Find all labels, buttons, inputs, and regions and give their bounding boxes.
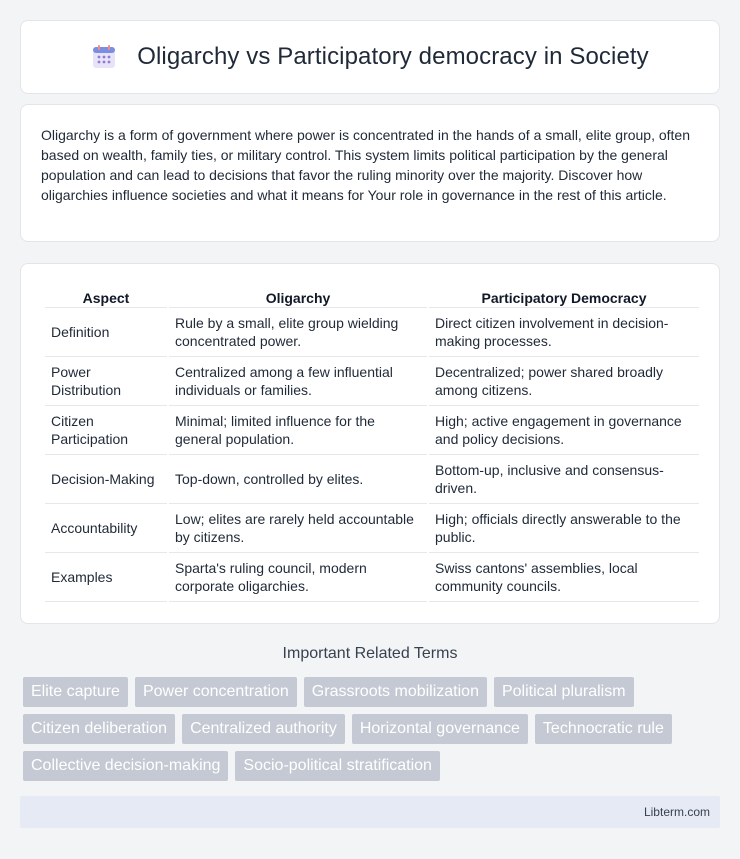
- related-term-tag[interactable]: Elite capture: [23, 677, 128, 707]
- row-democracy-cell: High; active engagement in governance and policy decisions.: [429, 406, 699, 455]
- related-term-tag[interactable]: Political pluralism: [494, 677, 634, 707]
- table-row: [45, 406, 699, 455]
- table-row: [45, 504, 699, 553]
- row-aspect: Decision-Making: [45, 455, 167, 504]
- footer-site-link[interactable]: Libterm.com: [643, 805, 710, 819]
- comparison-table: [43, 284, 701, 602]
- comparison-table-card: [20, 263, 720, 624]
- row-democracy-cell: Swiss cantons' assemblies, local community councils.: [429, 553, 699, 602]
- page-title: Oligarchy vs Participatory democracy in Society: [137, 43, 649, 70]
- related-term-tag[interactable]: Technocratic rule: [535, 714, 672, 744]
- row-oligarchy-cell: Centralized among a few influential individuals or families.: [169, 357, 427, 406]
- column-header-oligarchy: Oligarchy: [169, 284, 427, 308]
- row-democracy-cell: Decentralized; power shared broadly among citizens.: [429, 357, 699, 406]
- row-aspect: Definition: [45, 308, 167, 357]
- related-term-tag[interactable]: Centralized authority: [182, 714, 345, 744]
- row-aspect: Power Distribution: [45, 357, 167, 406]
- table-row: [45, 357, 699, 406]
- column-header-aspect: Aspect: [45, 284, 167, 308]
- intro-card: [20, 104, 720, 242]
- intro-paragraph: Oligarchy is a form of government where power is concentrated in the hands of a small, elite group, often based on wealth, family ties, or military control. This system limits political participation by the general population and can lead to decisions that favor the ruling minority over the majority. Discover how oligarchies influence societies and what it means for Your role in governance in the rest of this article.: [41, 127, 691, 203]
- row-oligarchy-cell: Minimal; limited influence for the general population.: [169, 406, 427, 455]
- header-card: [20, 20, 720, 94]
- table-row: [45, 308, 699, 357]
- related-term-tag[interactable]: Power concentration: [135, 677, 297, 707]
- row-democracy-cell: Direct citizen involvement in decision-making processes.: [429, 308, 699, 357]
- row-oligarchy-cell: Low; elites are rarely held accountable by citizens.: [169, 504, 427, 553]
- related-terms-heading: Important Related Terms: [282, 645, 458, 662]
- row-aspect: Citizen Participation: [45, 406, 167, 455]
- row-oligarchy-cell: Sparta's ruling council, modern corporate oligarchies.: [169, 553, 427, 602]
- row-aspect: Examples: [45, 553, 167, 602]
- row-oligarchy-cell: Rule by a small, elite group wielding concentrated power.: [169, 308, 427, 357]
- related-term-tag[interactable]: Collective decision-making: [23, 751, 228, 781]
- row-democracy-cell: Bottom-up, inclusive and consensus-driven.: [429, 455, 699, 504]
- related-term-tag[interactable]: Socio-political stratification: [235, 751, 440, 781]
- related-term-tag[interactable]: Horizontal governance: [352, 714, 528, 744]
- footer-bar: [20, 796, 720, 828]
- row-aspect: Accountability: [45, 504, 167, 553]
- related-term-tag[interactable]: Citizen deliberation: [23, 714, 175, 744]
- calendar-grid-icon: [91, 44, 117, 70]
- row-democracy-cell: High; officials directly answerable to the public.: [429, 504, 699, 553]
- table-row: [45, 553, 699, 602]
- row-oligarchy-cell: Top-down, controlled by elites.: [169, 455, 427, 504]
- table-header-row: [45, 284, 699, 308]
- table-row: [45, 455, 699, 504]
- related-term-tag[interactable]: Grassroots mobilization: [304, 677, 487, 707]
- column-header-participatory-democracy: Participatory Democracy: [429, 284, 699, 308]
- related-terms-list: [23, 677, 723, 781]
